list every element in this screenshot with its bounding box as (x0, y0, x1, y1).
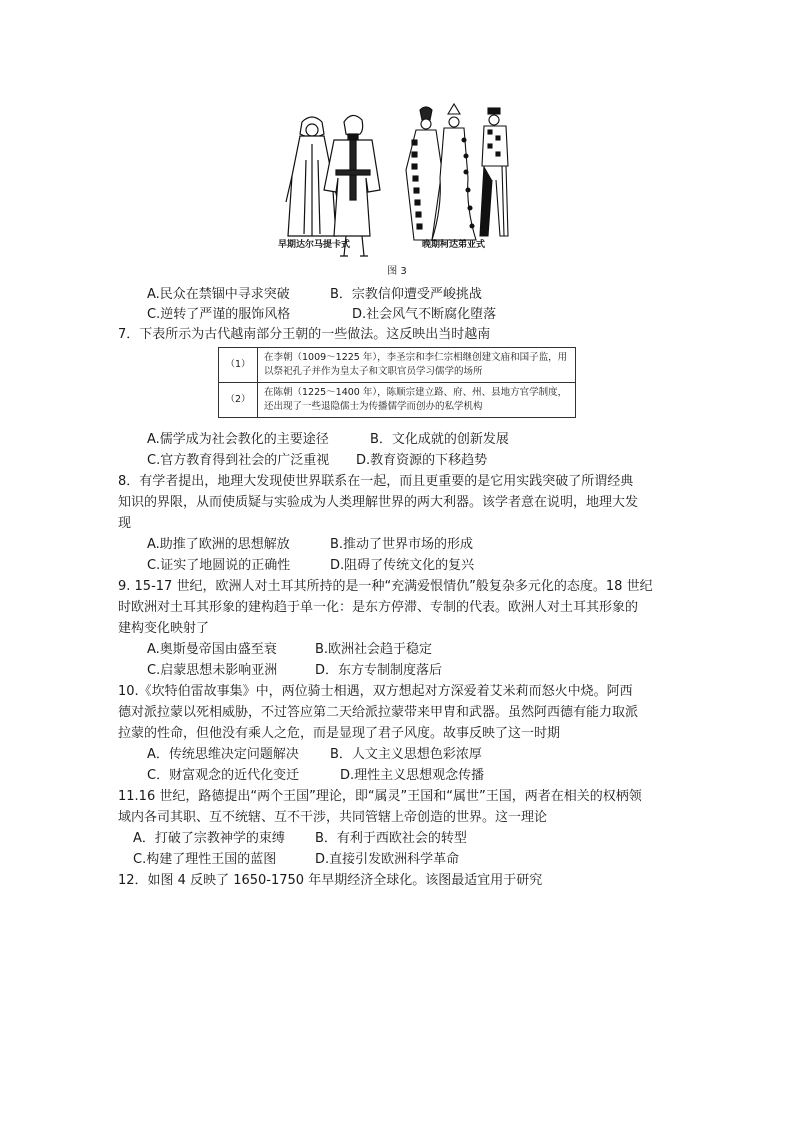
q7-table (218, 347, 576, 418)
q10-option-a: A．传统思维决定问题解决 (147, 747, 299, 762)
q11-stem-line-2: 域内各司其职、互不统辖、互不干涉，共同管辖上帝创造的世界。这一理论 (118, 810, 548, 825)
figure-title: 图 3 (387, 266, 407, 277)
clothing-figures-image (270, 100, 540, 280)
q10-option-b: B．人文主义思想色彩浓厚 (330, 747, 482, 762)
q9-stem-line-3: 建构变化映射了 (118, 621, 210, 636)
q9-option-b: B.欧洲社会趋于稳定 (315, 642, 433, 657)
q7-stem: 7．下表所示为古代越南部分王朝的一些做法。这反映出当时越南 (118, 327, 491, 342)
q9-stem-line-2: 时欧洲对土耳其形象的建构趋于单一化：是东方停滞、专制的代表。欧洲人对土耳其形象的 (118, 600, 639, 615)
figure-left-caption: 早期达尔马提卡式 (278, 240, 351, 250)
figure-right-caption: 晚期柯达弟亚式 (422, 240, 486, 250)
q10-stem-line-1: 10.《坎特伯雷故事集》中，两位骑士相遇，双方想起对方深爱着艾米莉而怒火中烧。阿西 (118, 684, 633, 699)
q9-option-c: C.启蒙思想未影响亚洲 (147, 663, 278, 678)
q6-option-a: A.民众在禁锢中寻求突破 (147, 287, 290, 302)
q11-option-c: C.构建了理性王国的蓝图 (133, 852, 277, 867)
q8-stem-line-3: 现 (118, 516, 132, 531)
q10-option-c: C．财富观念的近代化变迁 (147, 768, 300, 783)
q6-option-d: D.社会风气不断腐化堕落 (352, 307, 497, 322)
q8-option-a: A.助推了欧洲的思想解放 (147, 537, 290, 552)
q11-option-b: B．有利于西欧社会的转型 (315, 831, 467, 846)
clothing-illustration (270, 100, 540, 280)
q7-row2-text: 在陈朝（1225～1400 年），陈顺宗建立路、府、州、县地方官学制度，还出现了一些退隐儒士为传播儒学而创办的私学机构 (258, 383, 576, 418)
q10-option-d: D.理性主义思想观念传播 (340, 768, 485, 783)
table-row (219, 383, 576, 418)
q9-stem-line-1: 9. 15-17 世纪，欧洲人对土耳其所持的是一种“充满爱恨情仇”般复杂多元化的态度。18 世纪 (118, 579, 653, 594)
q12-stem: 12．如图 4 反映了 1650-1750 年早期经济全球化。该图最适宜用于研究 (118, 873, 543, 888)
q8-stem-line-2: 知识的界限，从而使质疑与实验成为人类理解世界的两大利器。该学者意在说明，地理大发 (118, 495, 639, 510)
q10-stem-line-3: 拉蒙的性命，但他没有乘人之危，而是显现了君子风度。故事反映了这一时期 (118, 726, 561, 741)
q8-stem-line-1: 8．有学者提出，地理大发现使世界联系在一起，而且更重要的是它用实践突破了所谓经典 (118, 474, 634, 489)
q7-option-c: C.官方教育得到社会的广泛重视 (147, 453, 330, 468)
q9-option-a: A.奥斯曼帝国由盛至衰 (147, 642, 277, 657)
q11-option-a: A．打破了宗教神学的束缚 (133, 831, 285, 846)
table-row (219, 348, 576, 383)
q7-row2-num: （2） (219, 383, 258, 418)
q9-option-d: D．东方专制制度落后 (315, 663, 443, 678)
q7-row1-text: 在李朝（1009～1225 年），李圣宗和李仁宗相继创建文庙和国子监，用以祭祀孔子并作为皇太子和文职官员学习儒学的场所 (258, 348, 576, 383)
q7-option-d: D.教育资源的下移趋势 (356, 453, 488, 468)
q6-option-c: C.逆转了严谨的服饰风格 (147, 307, 291, 322)
q8-option-c: C.证实了地圆说的正确性 (147, 558, 291, 573)
q6-option-b: B．宗教信仰遭受严峻挑战 (330, 287, 482, 302)
q10-stem-line-2: 德对派拉蒙以死相威胁，不过答应第二天给派拉蒙带来甲胄和武器。虽然阿西德有能力取派 (118, 705, 639, 720)
q8-option-b: B.推动了世界市场的形成 (330, 537, 474, 552)
q7-option-b: B．文化成就的创新发展 (370, 432, 509, 447)
q7-row1-num: （1） (219, 348, 258, 383)
q11-stem-line-1: 11.16 世纪，路德提出“两个王国”理论，即“属灵”王国和“属世”王国，两者在相关的权柄领 (118, 789, 642, 804)
q11-option-d: D.直接引发欧洲科学革命 (315, 852, 460, 867)
q8-option-d: D.阻碍了传统文化的复兴 (330, 558, 475, 573)
q7-option-a: A.儒学成为社会教化的主要途径 (147, 432, 329, 447)
